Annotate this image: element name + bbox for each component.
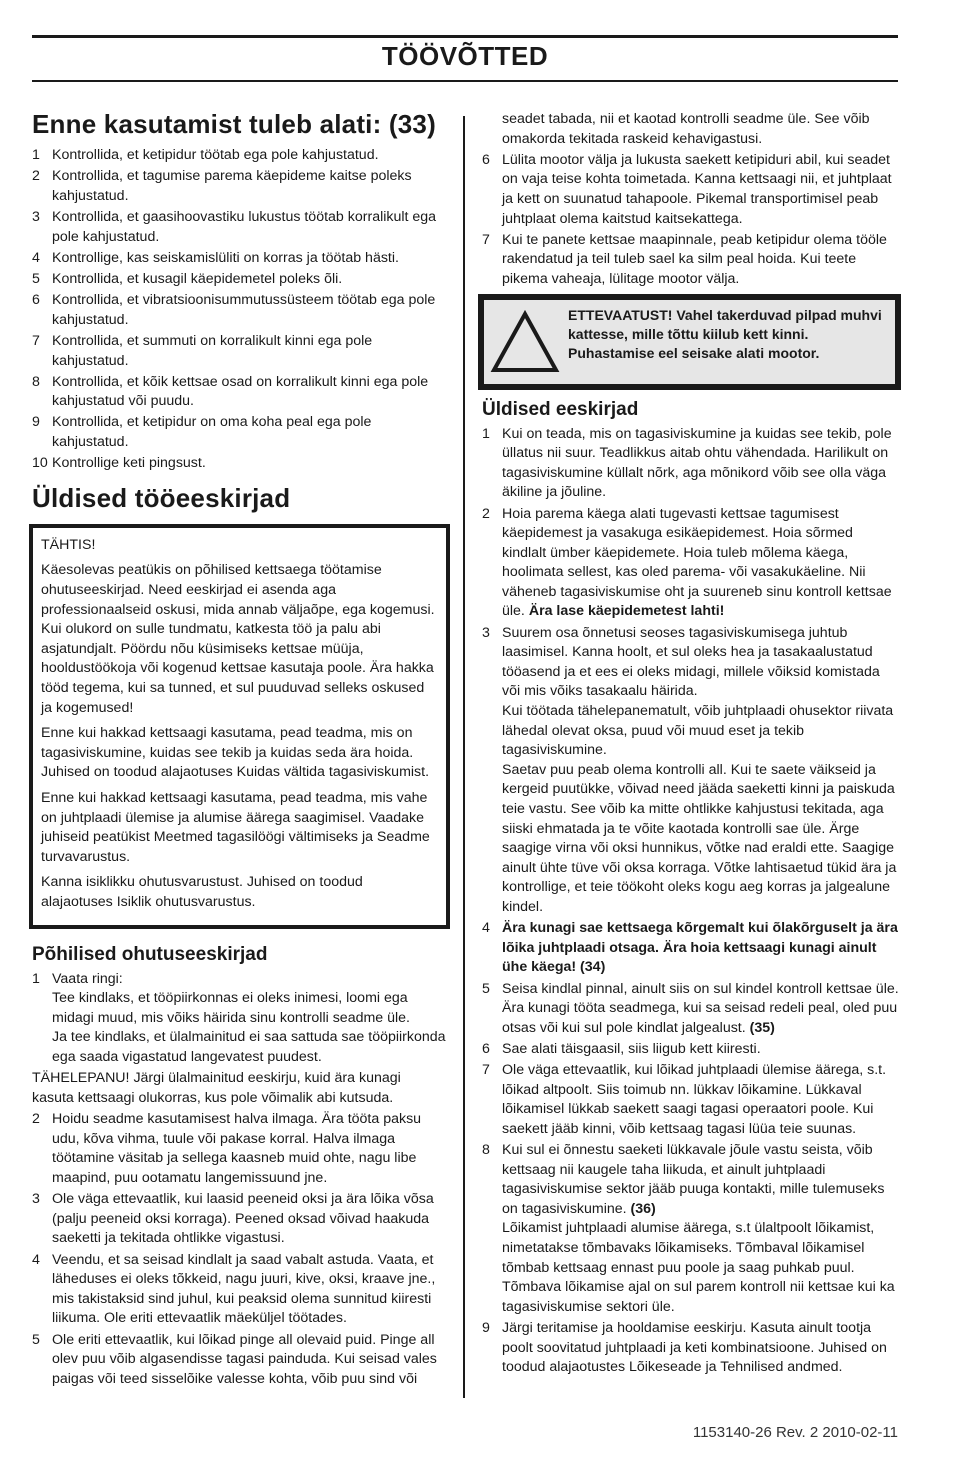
important-notice-box [29,524,450,929]
list-item: 6 Sae alati täisgaasil, siis liigub kett kiiresti. [482,1040,761,1057]
warning-text: ETTEVAATUST! Vahel takerduvad pilpad muhvi kattesse, mille tõttu kiilub kett kinni. Puhastamise eel seisake alati mootor. [568,306,882,361]
warning-box [478,294,901,390]
important-paragraph: Käesolevas peatükis on põhilised kettsaega töötamise ohutuseeskirjad. Need eeskirjad ei asenda aga professionaalseid oskusi, mida annab väljaõpe, ega kogemusi. Kui olukord on sulle tundmatu, katkesta töö ja palu abi asjatundjalt. Pöördu nõu küsimiseks kettsae müüja, hooldustöökoja või kogenud kettsae kasutaja poole. Ära hakka tööd tegema, kui sa tunned, et sul puuduvad selleks oskused ja kogemused! [41,562,435,716]
basic-safety-heading: Põhilised ohutuseeskirjad [32,943,268,965]
list-item-continuation: seadet tabada, nii et kaotad kontrolli seadme üle. See võib omakorda tekitada raskeid kehavigastusi. [502,111,870,147]
list-item: 5 Kontrollida, et kusagil käepidemetel poleks õli. [32,270,343,287]
important-label: TÄHTIS! [41,536,96,553]
header-rule-top [32,35,898,38]
list-item: 8 Kontrollida, et kõik kettsae osad on korralikult kinni ega pole kahjustatud või puudu. [32,373,429,410]
list-item: 2 Hoia parema käega alati tugevasti kettsae tagumisest käepidemest ja vasakuga esikäepidemest. Hoia sõrmed kindlalt ümber käepidemete. Hoia tuleb mõlema käega, hoolimata sellest, kas oled parema- või vasakukäeline. Nii väheneb tagasiviskumise oht ja suureneb sinu kontroll kettsae üle. Ära lase käepidemetest lahti! [482,505,892,620]
list-item: 3 Suurem osa õnnetusi seoses tagasiviskumisega juhtub laasimisel. Kanna hoolt, et sul oleks hea ja tasakaalustatud tööasend ja et ees ei oleks midagi, millele võiksid komistada või mis võiks tasakaalu häirida. Kui töötada tähelepanematult, võib juhtplaadi ohusektor riivata lähedal olevat oksa, puud või muud eset ja tekib tagasiviskumine. Saetav puu peab olema kontrolli all. Kui te saete väikseid ja kergeid puutükke, võivad need jääda saeketti kinni ja paiskuda teie vastu. See võib ka mitte ohtlikke kahjustusi tekitada, aga siiski ehmatada ja te võite kaotada kontrolli sae üle. Ärge saagige virna või oksi hunnikus, võtke nad eraldi ette. Saagige ainult ühte tüve või oksa korraga. Võtke lahtisaetud tükid ära ja kontrollige, et teie töökoht oleks kogu aeg korras ja jalgealune kindel. [482,624,900,918]
bold-emphasis: Ära lase käepidemetest lahti! [528,603,725,620]
list-item-continuation: Lõikamist juhtplaadi alumise äärega, s.t ülaltpoolt lõikamist, nimetatakse tõmbavaks lõikamiseks. Tõmbaval lõikamisel tõmbab kettsaag ennast puu poole ja saag puhkab puul. Tõmbava lõikamise ajal on sul parem kontroll nii kettsae kui ka tagasiviskumise sektori üle. [502,1220,895,1315]
warning-triangle-icon [490,308,560,378]
list-item: 8 Kui sul ei õnnestu saeketi lükkavale jõule vastu seista, võib kettsaag nii kaugele taha liikuda, et ainult juhtplaadi tagasiviskumise sektor jääb puuga kontakti, mille tulemuseks on tagasiviskumine. (36) Lõikamist juhtplaadi alumise äärega, s.t ülaltpoolt lõikamist, nimetatakse tõmbavaks lõikamiseks. Tõmbaval lõikamisel tõmbab kettsaag ennast puu poole ja saag puhkab puul. Tõmbava lõikamise ajal on sul parem kontroll nii kettsae kui ka tagasiviskumise sektori üle. [482,1141,900,1317]
important-paragraph: Enne kui hakkad kettsaagi kasutama, pead teadma, mis on tagasiviskumine, kuidas see tekib ja kuidas seda ära hoida. Juhised on toodud alajaotuses Kuidas vältida tagasiviskumist. [41,725,430,781]
safety-note: TÄHELEPANU! Järgi ülalmainitud eeskirju, kuid ära kunagi kasuta kettsaagi olukorras, kus pole võimalik abi kutsuda. [32,1070,401,1106]
basic-safety-list-continued [32,1110,446,1389]
list-item-continuation: Ja tee kindlaks, et ülalmainitud ei saa sattuda sae tööpiirkonda ega saada vigastatud langevatest puudest. [52,1029,446,1065]
list-item: 4 Ära kunagi sae kettsaega kõrgemalt kui õlakõrguselt ja ära lõika juhtplaadi otsaga. Ära hoia kettsaagi kunagi ainult ühe käega! (34) [482,920,898,976]
page-title: TÖÖVÕTTED [381,41,549,71]
before-use-list [32,146,446,474]
list-item-continuation: Tee kindlaks, et tööpiirkonnas ei oleks inimesi, loomi ega midagi muud, mis võiks häirida sinu kontrolli seadme üle. [52,990,410,1026]
list-item: 6 Kontrollida, et vibratsioonisummutussüsteem töötab ega pole kahjustatud. [32,292,436,328]
list-item: 5 Seisa kindlal pinnal, ainult siis on sul kindel kontroll kettsae üle. Ära kunagi tööta seadmega, kui sa seisad redeli peal, oled puu otsas või kui sul pole kindlat jalgealust. (35) [482,980,899,1036]
list-item-continuation: Kui töötada tähelepanematult, võib juhtplaadi ohusektor riivata lähedal olevat oksa, puud või muud eset ja tekib tagasiviskumine. [502,703,894,759]
list-item: 10 Kontrollige keti pingsust. [32,455,206,472]
list-item: 7 Kui te panete kettsae maapinnale, peab ketipidur olema tööle rakendatud ja teil tuleb sael ka silm peal hoida. Kui teete pikema vaheaja, lülitage mootor välja. [482,231,887,287]
general-guidelines-list [482,425,900,1378]
list-item: 9 Järgi teritamise ja hooldamise eeskirju. Kasuta ainult tootja poolt soovitatud juhtplaadi ja keti kombinatsioone. Juhised on toodud alajaotustes Lõikeseade ja Tehnilised andmed. [482,1320,887,1376]
important-paragraph: Enne kui hakkad kettsaagi kasutama, pead teadma, mis vahe on juhtplaadi ülemise ja alumise äärega saagimisel. Vaadake juhiseid peatükist Meetmed tagasilöögi vältimiseks ja Seadme turvavarustus. [41,789,430,865]
important-paragraph: Kanna isiklikku ohutusvarustust. Juhised on toodud alajaotuses Isiklik ohutusvarustus. [41,874,363,910]
general-rules-heading: Üldised tööeeskirjad [32,482,291,513]
figure-reference: (36) [630,1200,656,1217]
basic-safety-list-continued [482,110,900,290]
list-item: 5 Ole eriti ettevaatlik, kui lõikad pinge all olevaid puid. Pinge all olev puu võib algasendisse tagasi painduda. Kui seisad vales paigas või teed sisselõike valesse kohta, võib puu sind või [32,1331,437,1387]
list-item: 1 Vaata ringi: Tee kindlaks, et tööpiirkonnas ei oleks inimesi, loomi ega midagi muud, mis võiks häirida sinu kontrolli seadme üle. Ja tee kindlaks, et ülalmainitud ei saa sattuda sae tööpiirkonda ega saada vigastatud langevatest puudest. [32,970,446,1068]
left-column [32,108,446,1391]
list-item: 7 Kontrollida, et summuti on korralikult kinni ega pole kahjustatud. [32,332,373,369]
before-use-heading: Enne kasutamist tuleb alati: (33) [32,109,436,139]
list-item: 4 Kontrollige, kas seiskamislüliti on korras ja töötab hästi. [32,249,399,266]
general-guidelines-heading: Üldised eeskirjad [482,398,639,420]
list-item: 2 Hoidu seadme kasutamisest halva ilmaga. Ära tööta paksu udu, kõva vihma, tuule või pakase korral. Halva ilmaga töötamine väsitab ja sellega kaasneb muid ohte, nagu libe maapind, puu ootamatu langemissuund jne. [32,1111,422,1187]
list-item: 2 Kontrollida, et tagumise parema käepideme kaitse poleks kahjustatud. [32,168,412,204]
right-column [482,110,900,1379]
list-item: 3 Ole väga ettevaatlik, kui laasid peeneid oksi ja ära lõika võsa (palju peeneid oksi korraga). Peened oksad võivad haakuda saeketti ja tekitada ohtlikke vigastusi. [32,1191,434,1247]
list-item: 4 Veendu, et sa seisad kindlalt ja saad vabalt astuda. Vaata, et läheduses ei oleks tõkkeid, nagu juuri, kive, oksi, kraave jne., mis takistaksid sind juhul, kui peaksid olema sunnitud kiiresti liikuma. Ole eriti ettevaatlik mäeküljel töötades. [32,1251,436,1327]
basic-safety-list [32,970,446,1068]
list-item: 3 Kontrollida, et gaasihoovastiku lukustus töötab korralikult ega pole kahjustatud. [32,208,437,245]
list-item: 1 Kui on teada, mis on tagasiviskumine ja kuidas see tekib, pole üllatus nii suur. Teadlikkus aitab ohtu vähendada. Harilikult on tagasiviskumine küllalt nõrk, aga mõnikord võib see olla väga äkiline ja jõuline. [482,425,892,501]
list-item: 6 Lülita mootor välja ja lukusta saekett ketipiduri abil, kui seadet on vaja teise kohta toimetada. Kanna kettsaagi nii, et juhtplaat ja kett on suunatud tahapoole. Pikemal transportimisel peab juhtplaat olema kaitstud kaitsekattega. [482,151,892,227]
header-rule-bottom [32,80,898,82]
column-divider [463,116,465,1398]
list-item: 7 Ole väga ettevaatlik, kui lõikad juhtplaadi ülemise äärega, s.t. lõikad altpoolt. Siis toimub nn. lükkav lõikamine. Lükkaval lõikamisel lükkab saekett saagi tagasi operaatori poole. Kui saekett jääb kinni, võib kettsaag tagasi lüüa teie suunas. [482,1062,887,1137]
figure-reference: (35) [749,1019,775,1036]
document-reference: 1153140-26 Rev. 2 2010-02-11 [692,1424,898,1441]
list-item: 1 Kontrollida, et ketipidur töötab ega pole kahjustatud. [32,147,379,163]
list-item-continuation: Saetav puu peab olema kontrolli all. Kui te saete väikseid ja kergeid puutükke, võivad need jääda saeketti kinni ja paiskuda teie vastu. See võib ka mitte ohtlikke kahjustusi tekitada, aga siiski ehmatada ja te võite kaotada kontrolli sae üle. Ärge saagige virna või oksi hunnikus, võtke nad eraldi ette. Saagige ainult ühte tüve või oksa korraga. Võtke lahtisaetud tükid ära ja kontrollige, et teie töökoht oleks kogu aeg korras ja jalgealune kindel. [502,761,897,915]
list-item: 9 Kontrollida, et ketipidur on oma koha peal ega pole kahjustatud. [32,414,372,451]
